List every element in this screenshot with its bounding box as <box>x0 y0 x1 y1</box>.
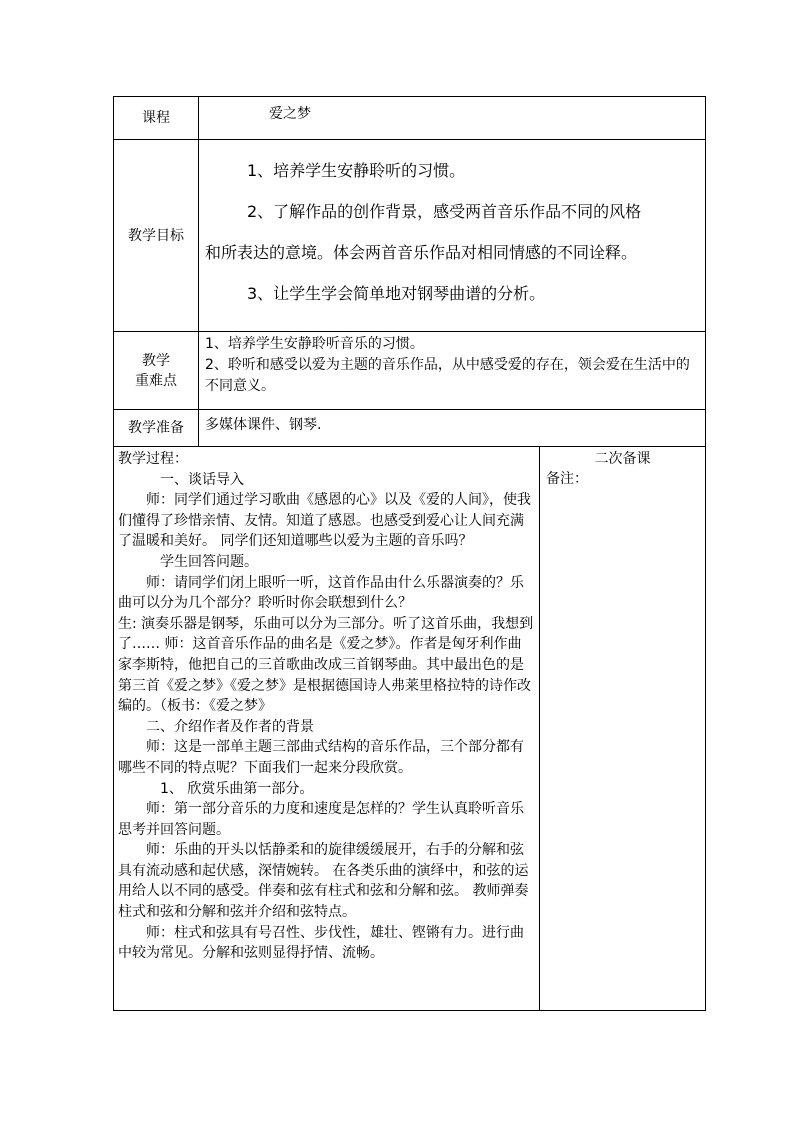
goals-label-cell <box>114 140 199 332</box>
process-line: 师：第一部分音乐的力度和速度是怎样的？学生认真聆听音乐思考并回答问题。 <box>118 801 524 838</box>
process-row <box>114 447 706 1011</box>
process-content <box>114 447 539 964</box>
process-cell <box>114 447 540 1011</box>
goals-content-cell <box>199 140 706 332</box>
goals-row <box>114 140 706 332</box>
difficulty-list <box>199 332 705 397</box>
process-line: 二、介绍作者及作者的背景 <box>146 718 314 735</box>
preparation-row <box>114 410 706 447</box>
process-line: 师：乐曲的开头以恬静柔和的旋律缓缓展开，右手的分解和弦具有流动感和起伏感，深情婉转。 在各类乐曲的演绎中，和弦的运用给人以不同的感受。伴奏和弦有柱式和弦和分解和弦。 教师弹奏柱式和弦和分解和弦并介绍和弦特点。 <box>118 842 529 921</box>
goal-item: 2、了解作品的创作背景，感受两首音乐作品不同的风格 <box>247 202 642 221</box>
goal-item: 和所表达的意境。体会两首音乐作品对相同情感的不同诠释。 <box>205 243 638 262</box>
process-heading: 教学过程： <box>118 451 188 467</box>
process-line: 学生回答问题。 <box>160 553 258 570</box>
lesson-plan-table <box>113 96 706 1011</box>
process-line: 一、谈话导入 <box>160 471 244 488</box>
difficulty-item: 1、培养学生安静聆听音乐的习惯。 <box>205 336 424 352</box>
difficulty-row <box>114 332 706 410</box>
goals-label: 教学目标 <box>128 227 184 244</box>
difficulty-content-cell <box>199 332 706 410</box>
difficulty-label-line2: 重难点 <box>135 372 177 389</box>
goal-item: 3、让学生学会简单地对钢琴曲谱的分析。 <box>247 284 546 303</box>
process-line: 师：请同学们闭上眼听一听，这首作品由什么乐器演奏的？乐曲可以分为几个部分？聆听时你会联想到什么？ <box>118 574 524 612</box>
difficulty-label <box>114 332 198 409</box>
difficulty-label-line1: 教学 <box>142 352 170 369</box>
second-prep-heading: 二次备课 <box>594 451 651 467</box>
process-line: 师：柱式和弦具有号召性、步伐性，雄壮、铿锵有力。进行曲中较为常见。分解和弦则显得抒情、流畅。 <box>118 924 524 962</box>
goals-list <box>199 140 705 314</box>
difficulty-label-cell <box>114 332 199 410</box>
preparation-value: 多媒体课件、钢琴. <box>205 417 322 433</box>
course-label-cell <box>114 97 199 140</box>
process-line: 师：同学们通过学习歌曲《感恩的心》以及《爱的人间》，使我们懂得了珍惜亲情、友情。知道了感恩。也感受到爱心让人间充满了温暖和美好。 同学们还知道哪些以爱为主题的音乐吗？ <box>118 492 531 550</box>
second-prep-note: 备注： <box>546 471 588 487</box>
course-row <box>114 97 706 140</box>
process-line: 1、 欣赏乐曲第一部分。 <box>160 780 314 797</box>
preparation-label: 教学准备 <box>128 420 184 436</box>
second-prep-cell <box>540 447 706 1011</box>
course-label: 课程 <box>142 110 170 126</box>
course-title: 爱之梦 <box>269 106 311 122</box>
difficulty-item: 2、聆听和感受以爱为主题的音乐作品，从中感受爱的存在，领会爱在生活中的不同意义。 <box>205 357 690 394</box>
process-line: 生: 演奏乐器是钢琴，乐曲可以分为三部分。听了这首乐曲，我想到了…… 师：这首音乐作品的曲名是《爱之梦》。作者是匈牙利作曲家李斯特，他把自己的三首歌曲改成三首钢琴曲。其中最出色的是第三首《爱之梦》《爱之梦》是根据德国诗人弗莱里格拉特的诗作改编的。（板书：《爱之梦》 <box>118 615 534 715</box>
preparation-label-cell <box>114 410 199 447</box>
goal-item: 1、培养学生安静聆听的习惯。 <box>247 161 466 180</box>
process-line: 师：这是一部单主题三部曲式结构的音乐作品，三个部分都有哪些不同的特点呢？下面我们一起来分段欣赏。 <box>118 739 524 776</box>
preparation-content-cell <box>199 410 706 447</box>
course-value-cell <box>199 97 706 140</box>
